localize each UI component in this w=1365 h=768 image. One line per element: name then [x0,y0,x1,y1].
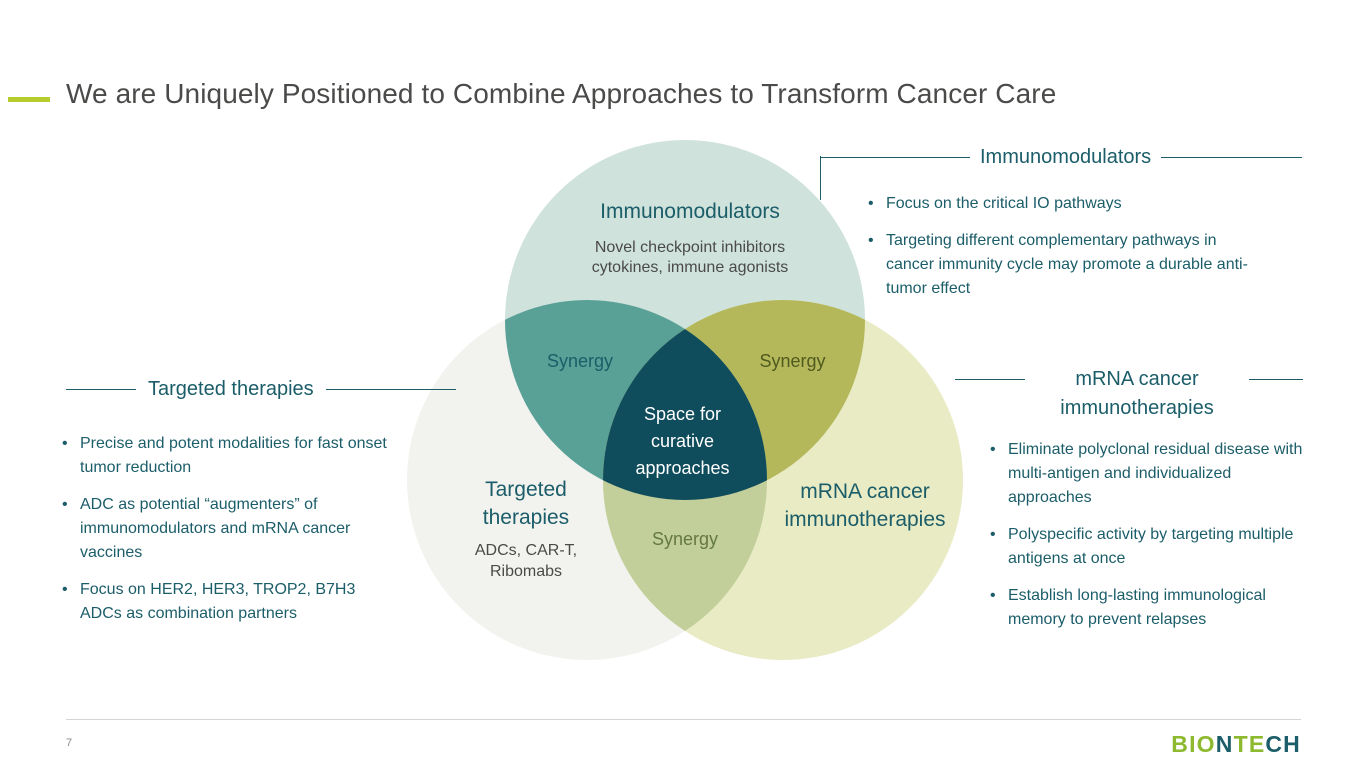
panel-heading-targeted-therapies [66,378,456,401]
bullet-text: Focus on HER2, HER3, TROP2, B7H3 ADCs as combination partners [80,581,356,622]
panel-immunomodulators-title: Immunomodulators [980,146,1152,168]
heading-rule-right [1249,379,1303,380]
bullet-dot-icon: • [868,232,874,249]
list-item [868,229,1268,301]
venn-label-immunomodulators-title: Immunomodulators [600,200,780,223]
panel-heading-mrna [955,365,1303,423]
bullet-text: Precise and potent modalities for fast onset tumor reduction [80,435,387,476]
bullet-text: Focus on the critical IO pathways [886,195,1122,212]
heading-rule-right [326,389,456,390]
bullet-text: Establish long-lasting immunological memory to prevent relapses [1008,587,1266,628]
venn-label-center: Space for curative approaches [635,404,730,478]
bullet-dot-icon: • [990,587,996,604]
page-title: We are Uniquely Positioned to Combine Approaches to Transform Cancer Care [66,78,1057,109]
venn-label-immunomodulators-subtitle: Novel checkpoint inhibitors cytokines, immune agonists [591,239,789,276]
bullet-text: Polyspecific activity by targeting multiple antigens at once [1008,526,1294,567]
bullet-text: ADC as potential “augmenters” of immunomodulators and mRNA cancer vaccines [80,496,351,561]
heading-rule-left [955,379,1025,380]
panel-heading-immunomodulators [820,146,1302,169]
panel-targeted-title: Targeted therapies [148,378,314,400]
heading-rule-left [820,157,970,158]
venn-label-targeted-title: Targeted therapies [482,478,570,529]
bullet-dot-icon: • [990,441,996,458]
bullet-dot-icon: • [62,435,68,452]
bullet-text: Targeting different complementary pathways in cancer immunity cycle may promote a durable anti-tumor effect [886,232,1248,297]
footer-divider [66,719,1301,720]
panel-mrna-bullets [990,438,1310,645]
venn-label-synergy-right: Synergy [759,351,826,371]
panel-immunomodulators-bullets [868,192,1268,314]
biontech-logo [1171,731,1301,758]
venn-label-synergy-bottom: Synergy [651,529,719,549]
logo-part-4: CH [1265,731,1301,757]
page-number: 7 [66,737,73,749]
venn-label-mrna-title: mRNA cancer immunotherapies [784,480,946,531]
venn-label-synergy-left: Synergy [546,351,614,371]
logo-part-3: TE [1233,731,1266,757]
list-item [990,438,1310,510]
panel-mrna-title: mRNA cancer immunotherapies [1060,368,1214,419]
panel-targeted-bullets [62,432,392,639]
title-accent-rule [8,97,50,102]
list-item [62,578,392,626]
list-item [990,584,1310,632]
bullet-dot-icon: • [62,581,68,598]
venn-label-targeted-subtitle: ADCs, CAR-T, Ribomabs [474,542,578,580]
list-item [62,493,392,565]
heading-rule-left [66,389,136,390]
bullet-dot-icon: • [990,526,996,543]
heading-rule-right [1161,157,1302,158]
logo-part-2: N [1215,731,1234,757]
bullet-text: Eliminate polyclonal residual disease with multi-antigen and individualized approaches [1008,441,1303,506]
logo-part-1: BIO [1171,731,1216,757]
list-item [868,192,1268,216]
bullet-dot-icon: • [62,496,68,513]
bullet-dot-icon: • [868,195,874,212]
list-item [62,432,392,480]
list-item [990,523,1310,571]
